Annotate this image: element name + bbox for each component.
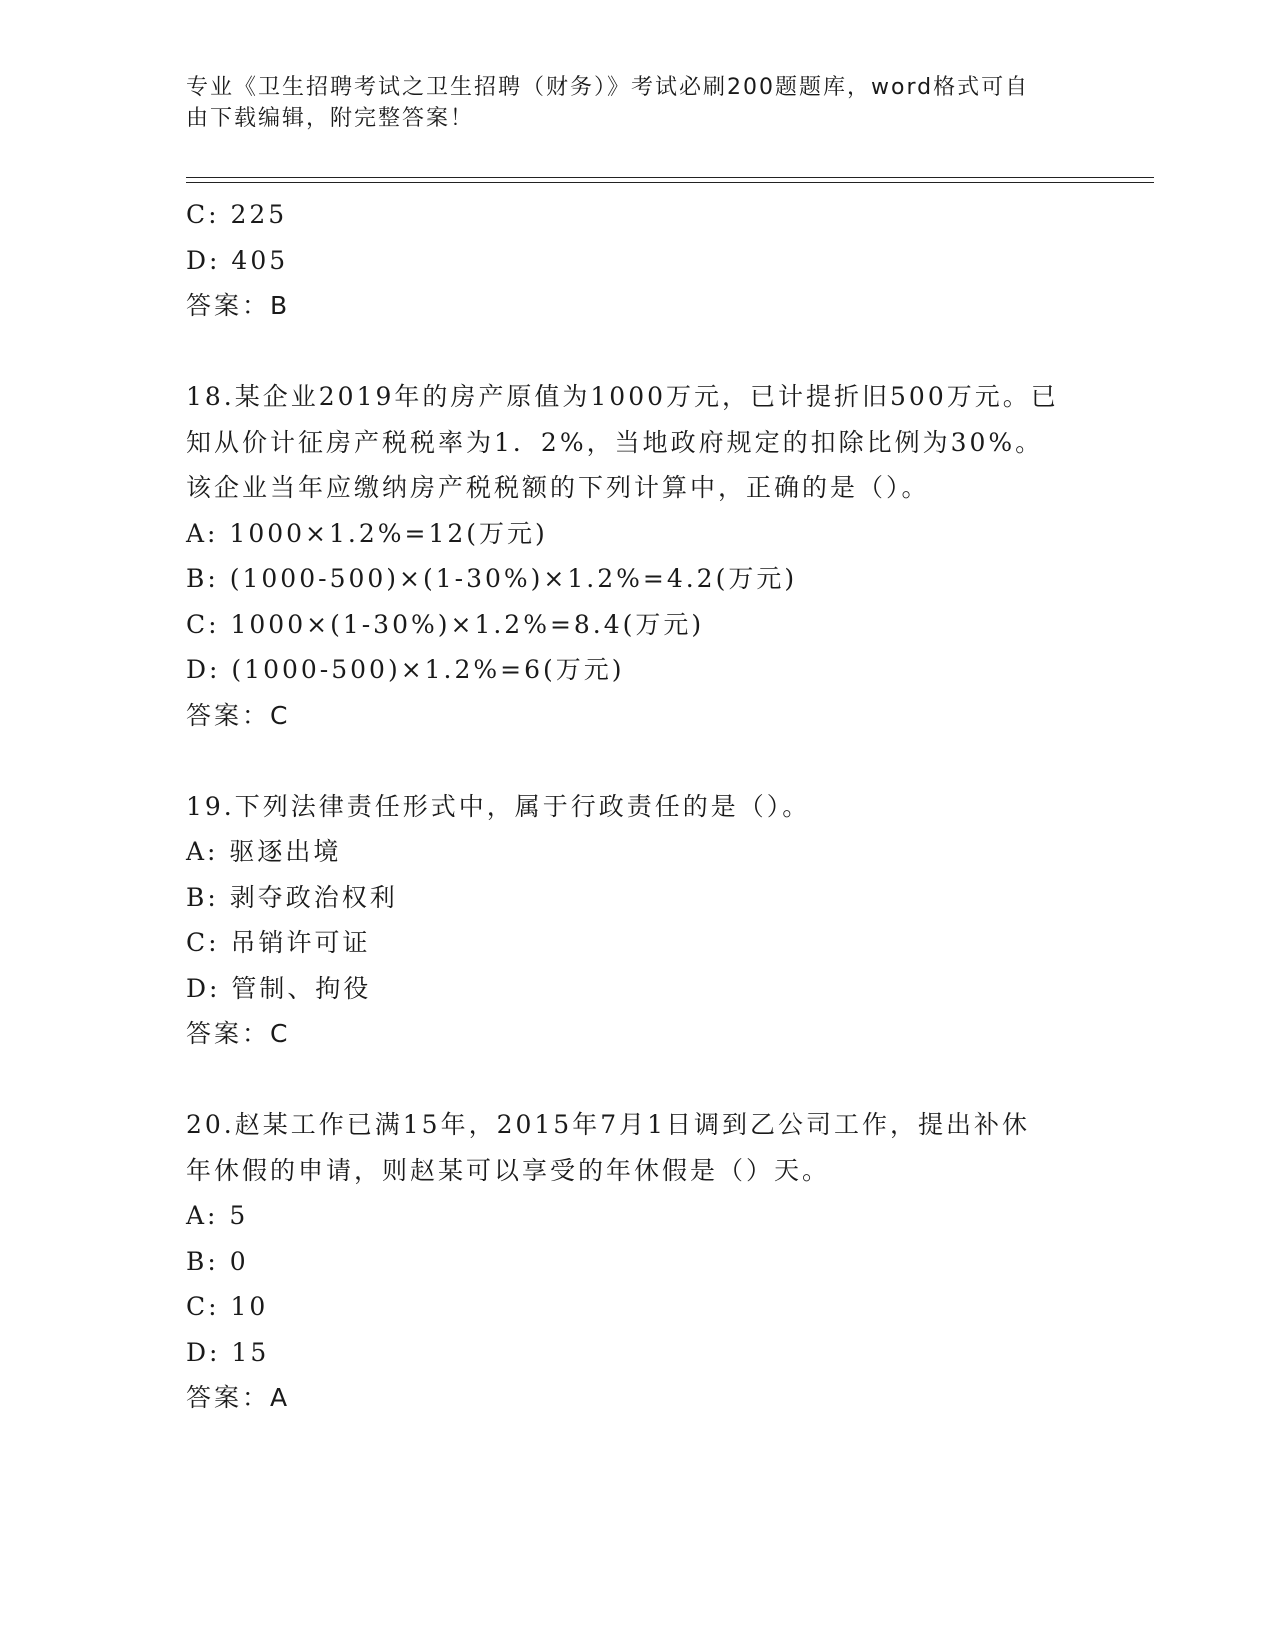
q19-option-c: C: 吊销许可证 (186, 928, 371, 957)
q18-option-a: A: 1000×1.2%=12(万元) (186, 518, 548, 548)
q20-stem-line-1: 20.赵某工作已满15年，2015年7月1日调到乙公司工作，提出补休 (186, 1110, 1031, 1139)
q20-option-c: C: 10 (186, 1292, 269, 1321)
spacer (186, 738, 1086, 784)
q17-option-d: D: 405 (186, 245, 289, 275)
q18-option-b: B: (1000-500)×(1-30%)×1.2%=4.2(万元) (186, 564, 798, 593)
q20-option-b: B: 0 (186, 1246, 249, 1276)
page-header (186, 72, 1066, 134)
q19-answer: 答案：C (186, 1019, 291, 1048)
q18-stem-line-3: 该企业当年应缴纳房产税税额的下列计算中，正确的是（）。 (186, 473, 930, 502)
q19-stem-line-1: 19.下列法律责任形式中，属于行政责任的是（）。 (186, 791, 811, 821)
q17-option-c: C: 225 (186, 200, 288, 229)
q19-option-a: A: 驱逐出境 (186, 837, 342, 866)
header-divider-top (186, 177, 1154, 178)
q20-option-a: A: 5 (186, 1201, 249, 1230)
question-content (186, 192, 1086, 1421)
q19-option-d: D: 管制、拘役 (186, 973, 372, 1003)
q18-option-c: C: 1000×(1-30%)×1.2%=8.4(万元) (186, 609, 705, 639)
header-line-1: 专业《卫生招聘考试之卫生招聘（财务）》考试必刷200题题库，word格式可自 (186, 75, 1030, 100)
q18-stem-line-2: 知从价计征房产税税率为1．2%，当地政府规定的扣除比例为30%。 (186, 427, 1044, 457)
header-divider-bottom (186, 182, 1154, 183)
q20-answer: 答案：A (186, 1383, 291, 1412)
q20-option-d: D: 15 (186, 1337, 270, 1367)
q18-stem-line-1: 18.某企业2019年的房产原值为1000万元，已计提折旧500万元。已 (186, 382, 1059, 411)
q19-option-b: B: 剥夺政治权利 (186, 882, 398, 912)
q20-stem-line-2: 年休假的申请，则赵某可以享受的年休假是（）天。 (186, 1155, 831, 1185)
q18-option-d: D: (1000-500)×1.2%=6(万元) (186, 655, 625, 684)
q18-answer: 答案：C (186, 700, 291, 730)
q17-answer: 答案：B (186, 291, 291, 320)
spacer (186, 1057, 1086, 1103)
header-line-2: 由下载编辑，附完整答案！ (186, 106, 475, 131)
spacer (186, 329, 1086, 375)
